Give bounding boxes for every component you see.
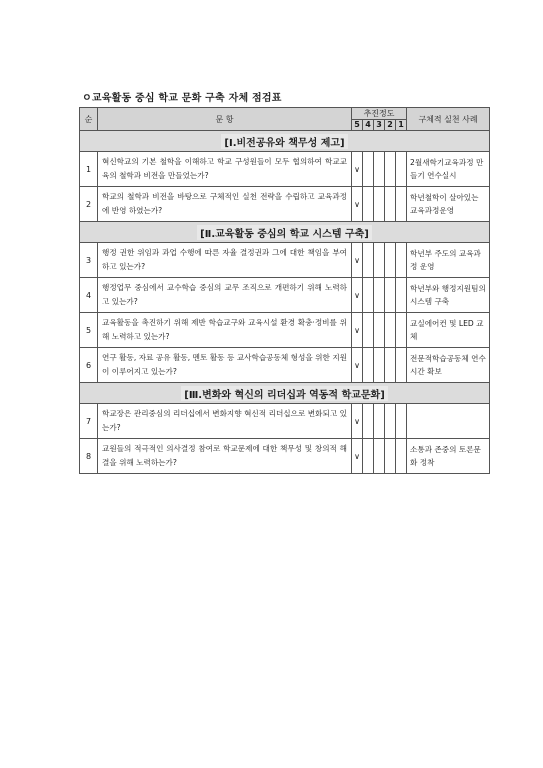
row-number: 1 [80,152,98,187]
degree-3-cell[interactable] [374,243,385,278]
degree-1-cell[interactable] [396,187,407,222]
degree-3-cell[interactable] [374,348,385,383]
practice-text: 2월새학기교육과정 만들기 연수실시 [407,152,490,187]
practice-text: 소통과 존중의 토론문화 정착 [407,439,490,474]
degree-3-cell[interactable] [374,278,385,313]
header-degree: 추진정도 [352,108,407,120]
degree-4-cell[interactable] [363,439,374,474]
question-text: 교육활동을 촉진하기 위해 제반 학습교구와 교육시설 환경 확충·정비를 위해 노력하고 있는가? [98,313,352,348]
degree-5-mark[interactable]: ∨ [352,152,363,187]
practice-text: 전문적학습공동체 연수시간 확보 [407,348,490,383]
row-number: 6 [80,348,98,383]
question-text: 학교의 철학과 비전을 바탕으로 구체적인 실천 전략을 수립하고 교육과정에 반영 하였는가? [98,187,352,222]
degree-3-cell[interactable] [374,313,385,348]
degree-4-cell[interactable] [363,152,374,187]
degree-3-cell[interactable] [374,404,385,439]
header-practice: 구체적 실천 사례 [407,108,490,131]
degree-4-cell[interactable] [363,348,374,383]
degree-1-cell[interactable] [396,313,407,348]
question-text: 학교장은 관리중심의 리더십에서 변화지향 혁신적 리더십으로 변화되고 있는가? [98,404,352,439]
degree-3-cell[interactable] [374,152,385,187]
scale-1: 1 [396,120,407,131]
degree-2-cell[interactable] [385,404,396,439]
row-number: 8 [80,439,98,474]
question-text: 혁신학교의 기본 철학을 이해하고 학교 구성원들이 모두 협의하여 학교교육의 철학과 비전을 만들었는가? [98,152,352,187]
degree-2-cell[interactable] [385,348,396,383]
section-title: [Ⅱ.교육활동 중심의 학교 시스템 구축] [80,222,490,243]
degree-4-cell[interactable] [363,313,374,348]
scale-2: 2 [385,120,396,131]
section-title: [Ⅲ.변화와 혁신의 리더십과 역동적 학교문화] [80,383,490,404]
degree-1-cell[interactable] [396,243,407,278]
header-item: 문 항 [98,108,352,131]
degree-5-mark[interactable]: ∨ [352,404,363,439]
degree-5-mark[interactable]: ∨ [352,243,363,278]
degree-4-cell[interactable] [363,243,374,278]
checklist-title: ㅇ교육활동 중심 학교 문화 구축 자체 점검표 [82,93,282,104]
question-text: 행정업무 중심에서 교수학습 중심의 교무 조직으로 개편하기 위해 노력하고 있는가? [98,278,352,313]
scale-4: 4 [363,120,374,131]
degree-1-cell[interactable] [396,439,407,474]
row-number: 5 [80,313,98,348]
degree-2-cell[interactable] [385,313,396,348]
degree-3-cell[interactable] [374,439,385,474]
degree-1-cell[interactable] [396,348,407,383]
degree-2-cell[interactable] [385,243,396,278]
degree-1-cell[interactable] [396,152,407,187]
row-number: 4 [80,278,98,313]
practice-text [407,404,490,439]
degree-2-cell[interactable] [385,439,396,474]
row-number: 3 [80,243,98,278]
degree-2-cell[interactable] [385,187,396,222]
question-text: 연구 활동, 자료 공유 활동, 멘토 활동 등 교사학습공동체 형성을 위한 지원이 이루어지고 있는가? [98,348,352,383]
scale-3: 3 [374,120,385,131]
degree-2-cell[interactable] [385,278,396,313]
practice-text: 학년부와 행정지원팀의 시스템 구축 [407,278,490,313]
row-number: 7 [80,404,98,439]
practice-text: 학년부 주도의 교육과정 운영 [407,243,490,278]
practice-text: 교실에어컨 및 LED 교체 [407,313,490,348]
degree-5-mark[interactable]: ∨ [352,348,363,383]
self-check-table [79,107,490,474]
degree-5-mark[interactable]: ∨ [352,278,363,313]
section-title: [Ⅰ.비전공유와 책무성 제고] [80,131,490,152]
degree-4-cell[interactable] [363,187,374,222]
header-no: 순 [80,108,98,131]
scale-5: 5 [352,120,363,131]
row-number: 2 [80,187,98,222]
degree-5-mark[interactable]: ∨ [352,313,363,348]
degree-4-cell[interactable] [363,404,374,439]
question-text: 행정 권한 위임과 과업 수행에 따른 자율 결정권과 그에 대한 책임을 부여하고 있는가? [98,243,352,278]
degree-5-mark[interactable]: ∨ [352,187,363,222]
degree-2-cell[interactable] [385,152,396,187]
degree-4-cell[interactable] [363,278,374,313]
degree-1-cell[interactable] [396,404,407,439]
question-text: 교원들의 적극적인 의사결정 참여로 학교문제에 대한 책무성 및 창의적 해결을 위해 노력하는가? [98,439,352,474]
degree-1-cell[interactable] [396,278,407,313]
practice-text: 학년철학이 살아있는 교육과정운영 [407,187,490,222]
degree-3-cell[interactable] [374,187,385,222]
degree-5-mark[interactable]: ∨ [352,439,363,474]
